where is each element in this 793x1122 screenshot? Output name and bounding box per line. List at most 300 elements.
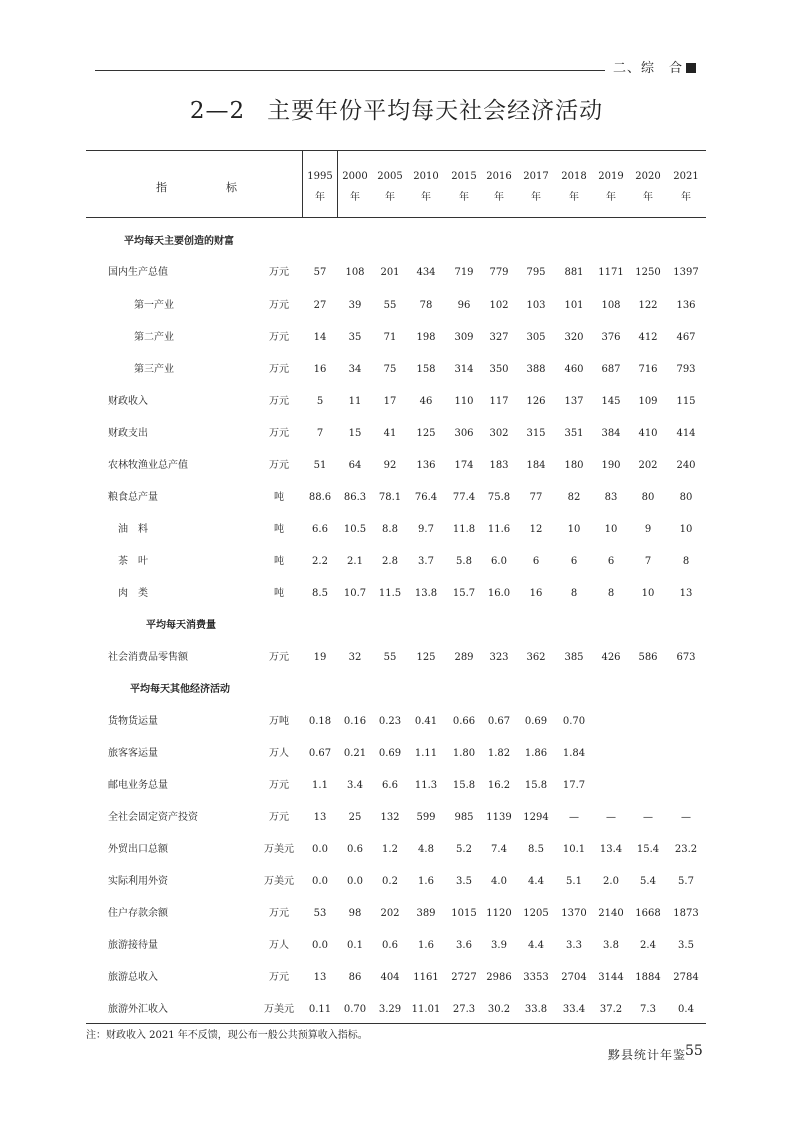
year-header-2016 — [481, 151, 517, 217]
header-rule — [95, 70, 605, 71]
year-header-value: 2017 — [523, 171, 549, 182]
row-label: 国内生产总值 — [108, 267, 168, 278]
cell-value: 5.4 — [640, 876, 656, 887]
year-header-2020 — [630, 151, 666, 217]
cell-value: 586 — [638, 652, 658, 663]
cell-value: 0.70 — [562, 716, 586, 727]
row-unit: 万元 — [269, 812, 289, 823]
section-row — [86, 680, 706, 700]
year-header-suffix: 年 — [681, 192, 691, 203]
cell-value: 7 — [316, 428, 324, 439]
cell-value: 125 — [416, 428, 436, 439]
cell-value: 1.1 — [312, 780, 328, 791]
row-label: 粮食总产量 — [108, 492, 158, 503]
year-header-2018 — [556, 151, 592, 217]
cell-value: 145 — [601, 396, 621, 407]
cell-value: 7 — [644, 556, 652, 567]
cell-value: 108 — [345, 267, 365, 278]
cell-value: 384 — [601, 428, 621, 439]
year-header-2019 — [593, 151, 629, 217]
cell-value: 202 — [638, 460, 658, 471]
cell-value: 12 — [529, 524, 543, 535]
cell-value: 3.4 — [347, 780, 363, 791]
page-title — [0, 92, 793, 125]
year-header-value: 1995 — [307, 171, 333, 182]
cell-value: 414 — [676, 428, 696, 439]
cell-value: 3.6 — [456, 940, 472, 951]
cell-value: 1.11 — [414, 748, 438, 759]
year-header-2021 — [668, 151, 704, 217]
cell-value: 10.7 — [343, 588, 367, 599]
cell-value: 5.7 — [678, 876, 694, 887]
cell-value: 388 — [526, 364, 546, 375]
cell-value: 78.1 — [378, 492, 402, 503]
cell-value: 2140 — [598, 908, 624, 919]
cell-value: 323 — [489, 652, 509, 663]
cell-value: 8.5 — [312, 588, 328, 599]
row-label: 肉 类 — [118, 588, 148, 599]
cell-value: 17.7 — [562, 780, 586, 791]
cell-value: 1139 — [486, 812, 512, 823]
cell-value: 0.0 — [312, 844, 328, 855]
year-header-suffix: 年 — [350, 192, 360, 203]
cell-value: 80 — [641, 492, 655, 503]
table-row — [86, 968, 706, 988]
table-row — [86, 712, 706, 732]
section-tag — [613, 57, 696, 76]
table-row — [86, 744, 706, 764]
year-header-value: 2019 — [598, 171, 624, 182]
row-label: 全社会固定资产投资 — [108, 812, 198, 823]
cell-value: 27.3 — [452, 1004, 476, 1015]
table-row — [86, 872, 706, 892]
table-row — [86, 584, 706, 604]
row-label: 第二产业 — [134, 332, 174, 343]
row-unit: 万美元 — [264, 876, 294, 887]
cell-value: 376 — [601, 332, 621, 343]
cell-value: 16.2 — [487, 780, 511, 791]
cell-value: 3353 — [523, 972, 549, 983]
cell-value: 19 — [313, 652, 327, 663]
table-row — [86, 840, 706, 860]
section-label: 二、综 合 — [613, 61, 684, 76]
year-header-suffix: 年 — [385, 192, 395, 203]
cell-value: 13 — [679, 588, 693, 599]
year-header-suffix: 年 — [569, 192, 579, 203]
cell-value: 0.11 — [308, 1004, 332, 1015]
row-label: 第三产业 — [134, 364, 174, 375]
row-unit: 万元 — [269, 300, 289, 311]
cell-value: 362 — [526, 652, 546, 663]
cell-value: 71 — [383, 332, 397, 343]
cell-value: 1171 — [598, 267, 624, 278]
table-row — [86, 424, 706, 444]
cell-value: 57 — [313, 267, 327, 278]
cell-value: 404 — [380, 972, 400, 983]
row-label: 第一产业 — [134, 300, 174, 311]
cell-value: 80 — [679, 492, 693, 503]
cell-value: 202 — [380, 908, 400, 919]
cell-value: 41 — [383, 428, 397, 439]
cell-value: 2986 — [486, 972, 512, 983]
cell-value: 0.18 — [308, 716, 332, 727]
cell-value: 198 — [416, 332, 436, 343]
cell-value: 4.4 — [528, 876, 544, 887]
cell-value: 305 — [526, 332, 546, 343]
cell-value: 0.0 — [312, 876, 328, 887]
cell-value: 17 — [383, 396, 397, 407]
cell-value: 6 — [570, 556, 578, 567]
cell-value: 5 — [316, 396, 324, 407]
cell-value: 117 — [489, 396, 509, 407]
table-row — [86, 328, 706, 348]
row-unit: 万元 — [269, 332, 289, 343]
year-header-2005 — [372, 151, 408, 217]
section-row — [86, 232, 706, 252]
cell-value: 10.5 — [343, 524, 367, 535]
cell-value: — — [681, 812, 691, 823]
cell-value: 64 — [348, 460, 362, 471]
row-unit: 万元 — [269, 908, 289, 919]
cell-value: 136 — [676, 300, 696, 311]
cell-value: 1.80 — [452, 748, 476, 759]
cell-value: 33.8 — [524, 1004, 548, 1015]
cell-value: 86.3 — [343, 492, 367, 503]
cell-value: 0.6 — [347, 844, 363, 855]
cell-value: 1161 — [413, 972, 439, 983]
cell-value: 102 — [489, 300, 509, 311]
cell-value: 1884 — [635, 972, 661, 983]
cell-value: 13.4 — [599, 844, 623, 855]
table-row — [86, 263, 706, 283]
cell-value: 2784 — [673, 972, 699, 983]
row-label: 实际利用外资 — [108, 876, 168, 887]
row-unit: 万元 — [269, 364, 289, 375]
cell-value: 240 — [676, 460, 696, 471]
year-header-2015 — [446, 151, 482, 217]
year-header-value: 2021 — [673, 171, 699, 182]
cell-value: 599 — [416, 812, 436, 823]
cell-value: 302 — [489, 428, 509, 439]
cell-value: 351 — [564, 428, 584, 439]
row-unit: 万元 — [269, 396, 289, 407]
table-row — [86, 1000, 706, 1020]
cell-value: 76.4 — [414, 492, 438, 503]
cell-value: 1015 — [451, 908, 477, 919]
row-unit: 万元 — [269, 267, 289, 278]
cell-value: 77.4 — [452, 492, 476, 503]
cell-value: 412 — [638, 332, 658, 343]
cell-value: 16.0 — [487, 588, 511, 599]
cell-value: 2.2 — [312, 556, 328, 567]
year-header-suffix: 年 — [421, 192, 431, 203]
table-row — [86, 456, 706, 476]
cell-value: 158 — [416, 364, 436, 375]
cell-value: 1294 — [523, 812, 549, 823]
table-row — [86, 936, 706, 956]
cell-value: 6 — [607, 556, 615, 567]
cell-value: 0.67 — [308, 748, 332, 759]
cell-value: 10.1 — [562, 844, 586, 855]
cell-value: 6.6 — [382, 780, 398, 791]
row-unit: 吨 — [274, 524, 284, 535]
cell-value: 190 — [601, 460, 621, 471]
stub-header-biao: 标 — [226, 181, 237, 194]
cell-value: 1.6 — [418, 876, 434, 887]
cell-value: 35 — [348, 332, 362, 343]
cell-value: 78 — [419, 300, 433, 311]
cell-value: 75 — [383, 364, 397, 375]
row-label: 茶 叶 — [118, 556, 148, 567]
row-unit: 吨 — [274, 492, 284, 503]
cell-value: 10 — [604, 524, 618, 535]
table-body — [86, 218, 706, 1022]
cell-value: 327 — [489, 332, 509, 343]
cell-value: 8.8 — [382, 524, 398, 535]
cell-value: 30.2 — [487, 1004, 511, 1015]
cell-value: 0.2 — [382, 876, 398, 887]
cell-value: 15.4 — [636, 844, 660, 855]
cell-value: 33.4 — [562, 1004, 586, 1015]
row-label: 旅游接待量 — [108, 940, 158, 951]
cell-value: 8 — [570, 588, 578, 599]
year-header-2000 — [337, 151, 373, 217]
year-header-value: 2016 — [486, 171, 512, 182]
row-label: 农林牧渔业总产值 — [108, 460, 188, 471]
year-header-2017 — [518, 151, 554, 217]
cell-value: 51 — [313, 460, 327, 471]
section-label: 平均每天消费量 — [146, 620, 216, 631]
cell-value: 25 — [348, 812, 362, 823]
cell-value: 75.8 — [487, 492, 511, 503]
cell-value: 183 — [489, 460, 509, 471]
table-row — [86, 904, 706, 924]
row-label: 财政收入 — [108, 396, 148, 407]
table-row — [86, 648, 706, 668]
cell-value: 55 — [383, 652, 397, 663]
cell-value: 125 — [416, 652, 436, 663]
cell-value: 34 — [348, 364, 362, 375]
cell-value: 10 — [679, 524, 693, 535]
cell-value: 2.0 — [603, 876, 619, 887]
cell-value: 11.01 — [411, 1004, 441, 1015]
cell-value: 9.7 — [418, 524, 434, 535]
year-header-suffix: 年 — [494, 192, 504, 203]
square-bullet-icon — [686, 63, 696, 73]
cell-value: 1370 — [561, 908, 587, 919]
cell-value: 23.2 — [674, 844, 698, 855]
table-row — [86, 776, 706, 796]
page-number: 55 — [685, 1043, 703, 1059]
year-header-value: 2018 — [561, 171, 587, 182]
cell-value: 289 — [454, 652, 474, 663]
row-unit: 万元 — [269, 780, 289, 791]
cell-value: 15 — [348, 428, 362, 439]
cell-value: 96 — [457, 300, 471, 311]
cell-value: 3.8 — [603, 940, 619, 951]
cell-value: 0.70 — [343, 1004, 367, 1015]
cell-value: 110 — [454, 396, 474, 407]
cell-value: 0.67 — [487, 716, 511, 727]
cell-value: 108 — [601, 300, 621, 311]
cell-value: 309 — [454, 332, 474, 343]
cell-value: 201 — [380, 267, 400, 278]
cell-value: 11.5 — [378, 588, 402, 599]
cell-value: 0.4 — [678, 1004, 694, 1015]
cell-value: 793 — [676, 364, 696, 375]
cell-value: 0.1 — [347, 940, 363, 951]
table-header — [86, 151, 706, 218]
year-header-value: 2015 — [451, 171, 477, 182]
cell-value: 1205 — [523, 908, 549, 919]
cell-value: 82 — [567, 492, 581, 503]
section-row — [86, 616, 706, 636]
cell-value: 16 — [529, 588, 543, 599]
cell-value: 3.5 — [678, 940, 694, 951]
cell-value: 109 — [638, 396, 658, 407]
cell-value: 719 — [454, 267, 474, 278]
row-label: 油 料 — [118, 524, 148, 535]
cell-value: 8.5 — [528, 844, 544, 855]
stub-header — [86, 151, 303, 217]
cell-value: 88.6 — [308, 492, 332, 503]
cell-value: 320 — [564, 332, 584, 343]
table-row — [86, 360, 706, 380]
cell-value: 184 — [526, 460, 546, 471]
year-header-value: 2005 — [377, 171, 403, 182]
cell-value: 10 — [567, 524, 581, 535]
cell-value: 37.2 — [599, 1004, 623, 1015]
cell-value: 1668 — [635, 908, 661, 919]
cell-value: 14 — [313, 332, 327, 343]
cell-value: 174 — [454, 460, 474, 471]
row-label: 货物货运量 — [108, 716, 158, 727]
cell-value: 126 — [526, 396, 546, 407]
cell-value: 103 — [526, 300, 546, 311]
row-unit: 万元 — [269, 428, 289, 439]
cell-value: 15.8 — [452, 780, 476, 791]
cell-value: 132 — [380, 812, 400, 823]
year-header-1995 — [302, 151, 338, 217]
cell-value: 4.8 — [418, 844, 434, 855]
row-label: 旅游总收入 — [108, 972, 158, 983]
cell-value: 434 — [416, 267, 436, 278]
row-unit: 万美元 — [264, 1004, 294, 1015]
cell-value: 6.6 — [312, 524, 328, 535]
row-unit: 万美元 — [264, 844, 294, 855]
cell-value: 3.5 — [456, 876, 472, 887]
cell-value: 77 — [529, 492, 543, 503]
row-label: 住户存款余额 — [108, 908, 168, 919]
row-label: 财政支出 — [108, 428, 148, 439]
table-title: 主要年份平均每天社会经济活动 — [267, 98, 604, 124]
cell-value: 136 — [416, 460, 436, 471]
cell-value: 0.41 — [414, 716, 438, 727]
cell-value: 3.29 — [378, 1004, 402, 1015]
cell-value: 16 — [313, 364, 327, 375]
row-unit: 万吨 — [269, 716, 289, 727]
row-label: 旅客客运量 — [108, 748, 158, 759]
cell-value: 15.7 — [452, 588, 476, 599]
cell-value: 83 — [604, 492, 618, 503]
cell-value: 426 — [601, 652, 621, 663]
cell-value: — — [569, 812, 579, 823]
table-row — [86, 808, 706, 828]
cell-value: 0.16 — [343, 716, 367, 727]
cell-value: 13.8 — [414, 588, 438, 599]
row-unit: 吨 — [274, 556, 284, 567]
table-row — [86, 520, 706, 540]
cell-value: 779 — [489, 267, 509, 278]
cell-value: 6.0 — [491, 556, 507, 567]
cell-value: 86 — [348, 972, 362, 983]
cell-value: 5.8 — [456, 556, 472, 567]
section-label: 平均每天其他经济活动 — [130, 684, 230, 695]
cell-value: 98 — [348, 908, 362, 919]
row-label: 旅游外汇收入 — [108, 1004, 168, 1015]
cell-value: 11.6 — [487, 524, 511, 535]
row-label: 邮电业务总量 — [108, 780, 168, 791]
cell-value: 1.6 — [418, 940, 434, 951]
cell-value: 8 — [682, 556, 690, 567]
cell-value: 1.84 — [562, 748, 586, 759]
cell-value: 1120 — [486, 908, 512, 919]
cell-value: 467 — [676, 332, 696, 343]
footnote: 注：财政收入 2021 年不反馈，现公布一般公共预算收入指标。 — [86, 1030, 368, 1041]
cell-value: 53 — [313, 908, 327, 919]
cell-value: 0.21 — [343, 748, 367, 759]
cell-value: 137 — [564, 396, 584, 407]
cell-value: 716 — [638, 364, 658, 375]
year-header-suffix: 年 — [315, 192, 325, 203]
cell-value: 985 — [454, 812, 474, 823]
cell-value: 3.7 — [418, 556, 434, 567]
cell-value: 13 — [313, 812, 327, 823]
cell-value: 2704 — [561, 972, 587, 983]
cell-value: 795 — [526, 267, 546, 278]
cell-value: 7.3 — [640, 1004, 656, 1015]
cell-value: 5.2 — [456, 844, 472, 855]
cell-value: 7.4 — [491, 844, 507, 855]
cell-value: 389 — [416, 908, 436, 919]
section-label: 平均每天主要创造的财富 — [124, 236, 234, 247]
year-header-suffix: 年 — [531, 192, 541, 203]
cell-value: 27 — [313, 300, 327, 311]
cell-value: 10 — [641, 588, 655, 599]
row-unit: 吨 — [274, 588, 284, 599]
cell-value: 115 — [676, 396, 696, 407]
footer-book-title: 黟县统计年鉴 — [608, 1048, 687, 1062]
cell-value: 0.23 — [378, 716, 402, 727]
year-header-suffix: 年 — [459, 192, 469, 203]
year-header-suffix: 年 — [643, 192, 653, 203]
table-number: 2—2 — [189, 98, 246, 124]
year-header-suffix: 年 — [606, 192, 616, 203]
data-table — [86, 150, 706, 1022]
row-label: 外贸出口总额 — [108, 844, 168, 855]
cell-value: — — [643, 812, 653, 823]
cell-value: 1.82 — [487, 748, 511, 759]
table-row — [86, 392, 706, 412]
cell-value: 0.0 — [312, 940, 328, 951]
cell-value: 4.0 — [491, 876, 507, 887]
cell-value: 3.3 — [566, 940, 582, 951]
table-row — [86, 296, 706, 316]
row-label: 社会消费品零售额 — [108, 652, 188, 663]
cell-value: 0.69 — [378, 748, 402, 759]
row-unit: 万人 — [269, 748, 289, 759]
cell-value: 6 — [532, 556, 540, 567]
